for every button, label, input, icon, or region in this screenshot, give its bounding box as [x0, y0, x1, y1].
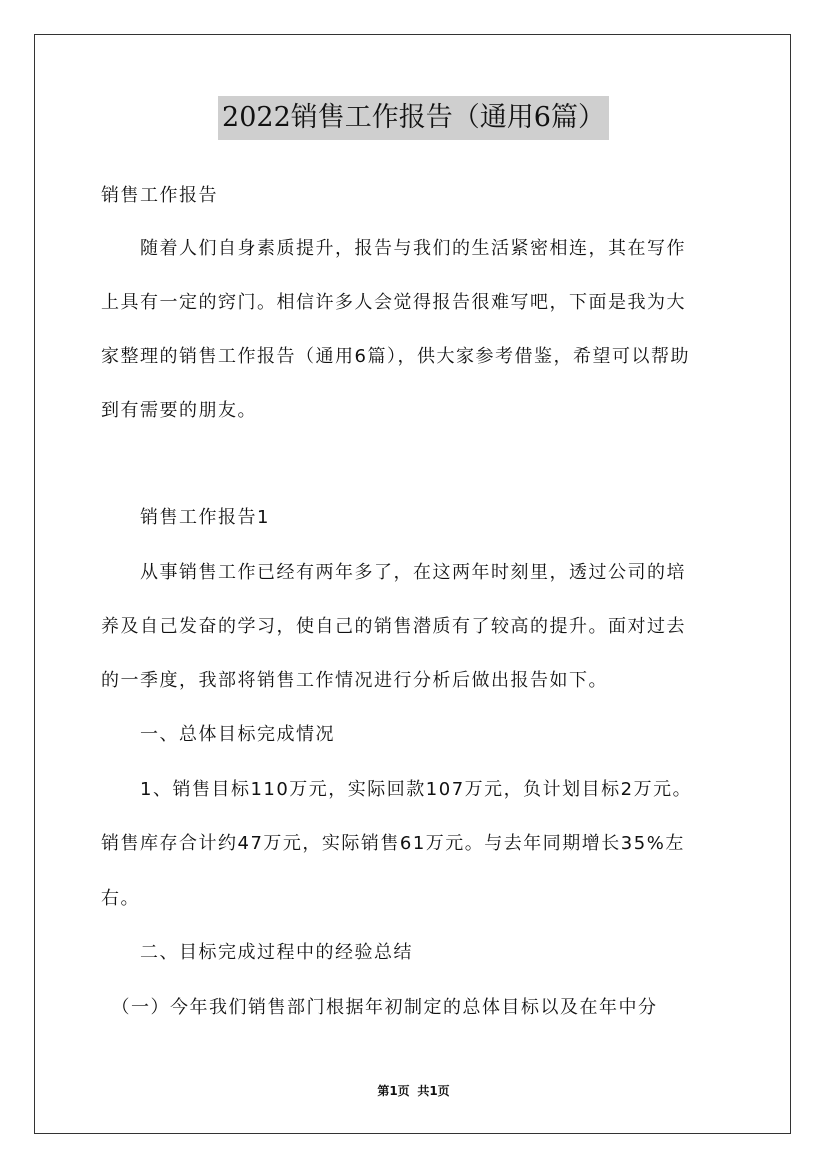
section-heading: 销售工作报告: [101, 185, 218, 206]
list-heading: 一、总体目标完成情况: [101, 724, 335, 745]
title-container: [0, 96, 827, 140]
paragraph-line: 从事销售工作已经有两年多了，在这两年时刻里，透过公司的培: [101, 562, 686, 583]
paragraph-line: 上具有一定的窍门。相信许多人会觉得报告很难写吧，下面是我为大: [101, 292, 686, 313]
page-footer: [0, 1082, 827, 1099]
paragraph-line: 的一季度，我部将销售工作情况进行分析后做出报告如下。: [101, 670, 608, 691]
paragraph-line: 养及自己发奋的学习，使自己的销售潜质有了较高的提升。面对过去: [101, 616, 686, 637]
paragraph-line: 销售库存合计约47万元，实际销售61万元。与去年同期增长35%左: [101, 833, 685, 854]
subsection-heading: 销售工作报告1: [101, 507, 270, 528]
paragraph-line: 随着人们自身素质提升，报告与我们的生活紧密相连，其在写作: [101, 238, 686, 259]
document-title: 2022销售工作报告（通用6篇）: [218, 96, 609, 140]
paragraph-line: 到有需要的朋友。: [101, 400, 257, 421]
paragraph-line: 右。: [101, 888, 140, 909]
list-heading: 二、目标完成过程中的经验总结: [101, 942, 413, 963]
paragraph-line: 1、销售目标110万元，实际回款107万元，负计划目标2万元。: [101, 779, 693, 800]
paragraph-line: （一）今年我们销售部门根据年初制定的总体目标以及在年中分: [101, 997, 658, 1018]
page-total: 共1页: [417, 1084, 450, 1098]
paragraph-line: 家整理的销售工作报告（通用6篇），供大家参考借鉴，希望可以帮助: [101, 346, 690, 367]
page-number: 第1页: [377, 1084, 410, 1098]
